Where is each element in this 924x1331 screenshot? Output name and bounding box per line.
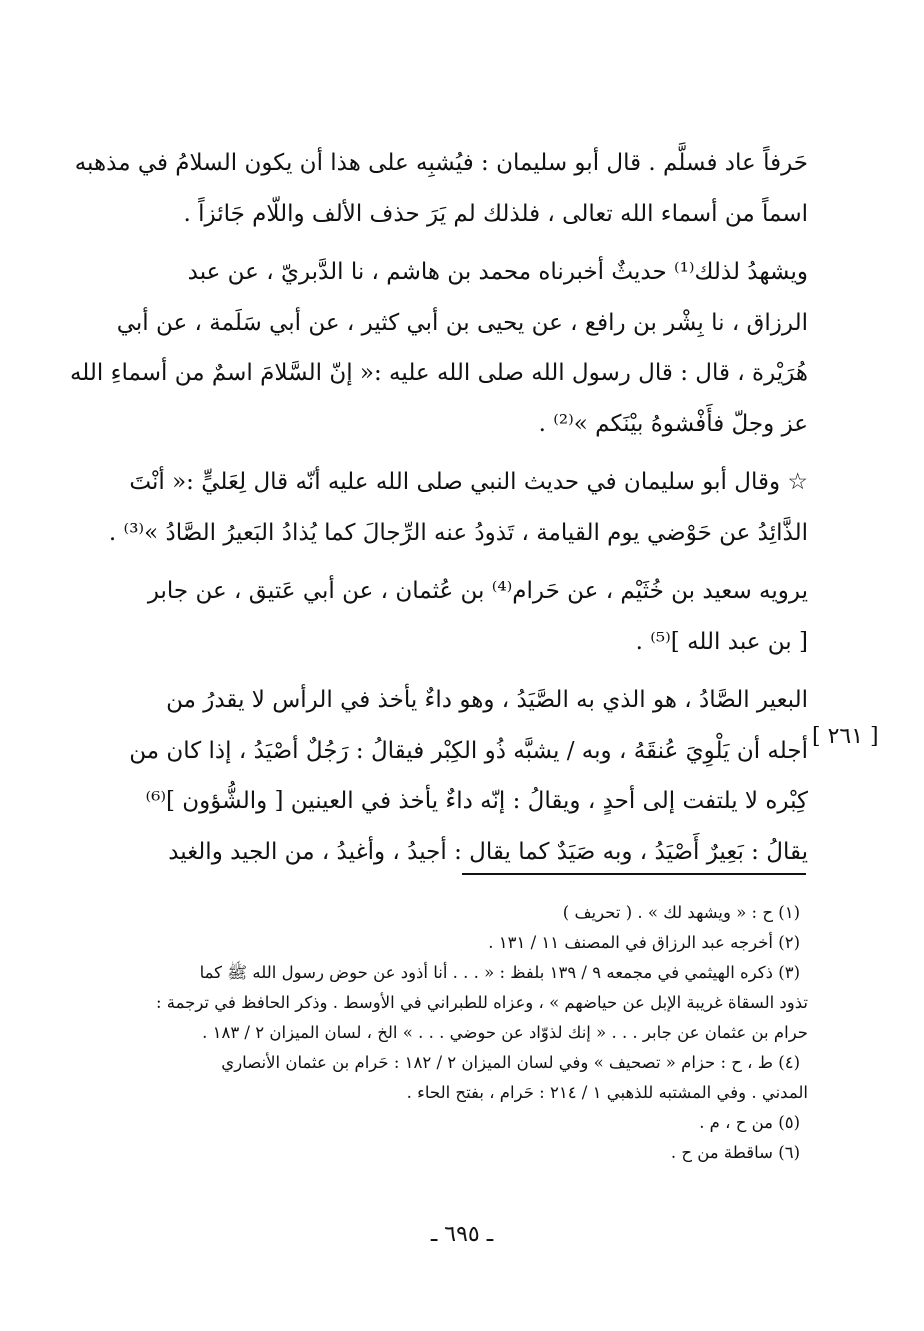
text-line: هُرَيْرة ، قال : قال رسول الله صلى الله عليه :« إنّ السَّلامَ اسمٌ من أسماءِ الله <box>69 360 808 386</box>
footnote: (١) ح : « ويشهد لك » . ( تحريف ) <box>562 903 800 922</box>
paragraph <box>128 675 808 877</box>
text-line: اسماً من أسماء الله تعالى ، فلذلك لم يَرَ حذف الألف واللّام جَائزاً . <box>183 200 808 227</box>
text-line: [ بن عبد الله ]⁽⁵⁾ . <box>635 628 808 655</box>
text-line: أجله أن يَلْوِيَ عُنقَهُ ، وبه / يشبَّه ذُو الكِبْر فيقالُ : رَجُلٌ أصْيَدُ ، إذا كان من <box>129 737 808 764</box>
text-line: ☆ وقال أبو سليمان في حديث النبي صلى الله عليه أنّه قال لِعَليٍّ :« أنْتَ <box>129 469 808 495</box>
footnote-continuation: تذود السقاة غريبة الإبل عن حياضهم » ، وعزاه للطبراني في الأوسط . وذكر الحافظ في ترجمة : <box>155 993 808 1012</box>
paragraph <box>128 566 808 667</box>
text-line: البعير الصَّادُ ، هو الذي به الصَّيَدُ ، وهو داءٌ يأخذ في الرأس لا يقدرُ من <box>166 687 808 713</box>
main-text <box>69 138 808 885</box>
text-line: ويشهدُ لذلك⁽¹⁾ حديثٌ أخبرناه محمد بن هاشم ، نا الدَّبريّ ، عن عبد <box>187 259 808 285</box>
margin-page-reference: [ ٢٦١ ] <box>812 724 879 749</box>
page-number: ـ ٦٩٥ ـ <box>430 1222 494 1247</box>
footnote: (٥) من ح ، م . <box>699 1113 800 1132</box>
paragraph <box>108 457 808 558</box>
footnote: (٢) أخرجه عبد الرزاق في المصنف ١١ / ١٣١ . <box>488 933 800 952</box>
footnote-continuation: المدني . وفي المشتبه للذهبي ١ / ٢١٤ : حَرام ، بفتح الحاء . <box>406 1083 808 1102</box>
footnote-continuation: حرام بن عثمان عن جابر . . . « إنك لذوّاد عن حوضي . . . » الخ ، لسان الميزان ٢ / ١٨٣ . <box>202 1023 808 1042</box>
text-line: يقالُ : بَعِيرٌ أَصْيَدُ ، وبه صَيَدٌ كما يقال : أجيدُ ، وأغيدُ ، من الجيد والغيد <box>168 838 808 865</box>
footnote: (٤) ط ، ح : حزام « تصحيف » وفي لسان الميزان ٢ / ١٨٢ : حَرام بن عثمان الأنصاري <box>221 1053 800 1072</box>
text-line: الرزاق ، نا بِشْر بن رافع ، عن يحيى بن أبي كثير ، عن أبي سَلَمة ، عن أبي <box>116 309 808 336</box>
text-line: الذَّائِدُ عن حَوْضي يوم القيامة ، تَذودُ عنه الرِّجالَ كما يُذادُ البَعيرُ الصَّادُ »⁽³⁾ . <box>108 519 808 546</box>
paragraph <box>74 138 808 239</box>
text-line: كِبْره لا يلتفت إلى أحدٍ ، ويقالُ : إنّه داءٌ يأخذ في العينين [ والشُّؤون ]⁽⁶⁾ <box>145 788 808 814</box>
text-line: يرويه سعيد بن خُثَيْم ، عن حَرام⁽⁴⁾ بن عُثمان ، عن أبي عَتيق ، عن جابر <box>147 578 808 604</box>
footnote-divider <box>462 873 806 875</box>
footnotes <box>118 898 808 1168</box>
text-line: عز وجلّ فأَفْشوهُ بيْنَكم »⁽²⁾ . <box>538 410 808 437</box>
footnote: (٦) ساقطة من ح . <box>670 1143 800 1162</box>
text-line: حَرفاً عاد فسلَّم . قال أبو سليمان : فيُشبِه على هذا أن يكون السلامُ في مذهبه <box>74 150 808 176</box>
paragraph <box>69 247 808 449</box>
footnote: (٣) ذكره الهيثمي في مجمعه ٩ / ١٣٩ بلفظ : « . . . أنا أذود عن حوض رسول الله ﷺ كما <box>199 963 800 982</box>
